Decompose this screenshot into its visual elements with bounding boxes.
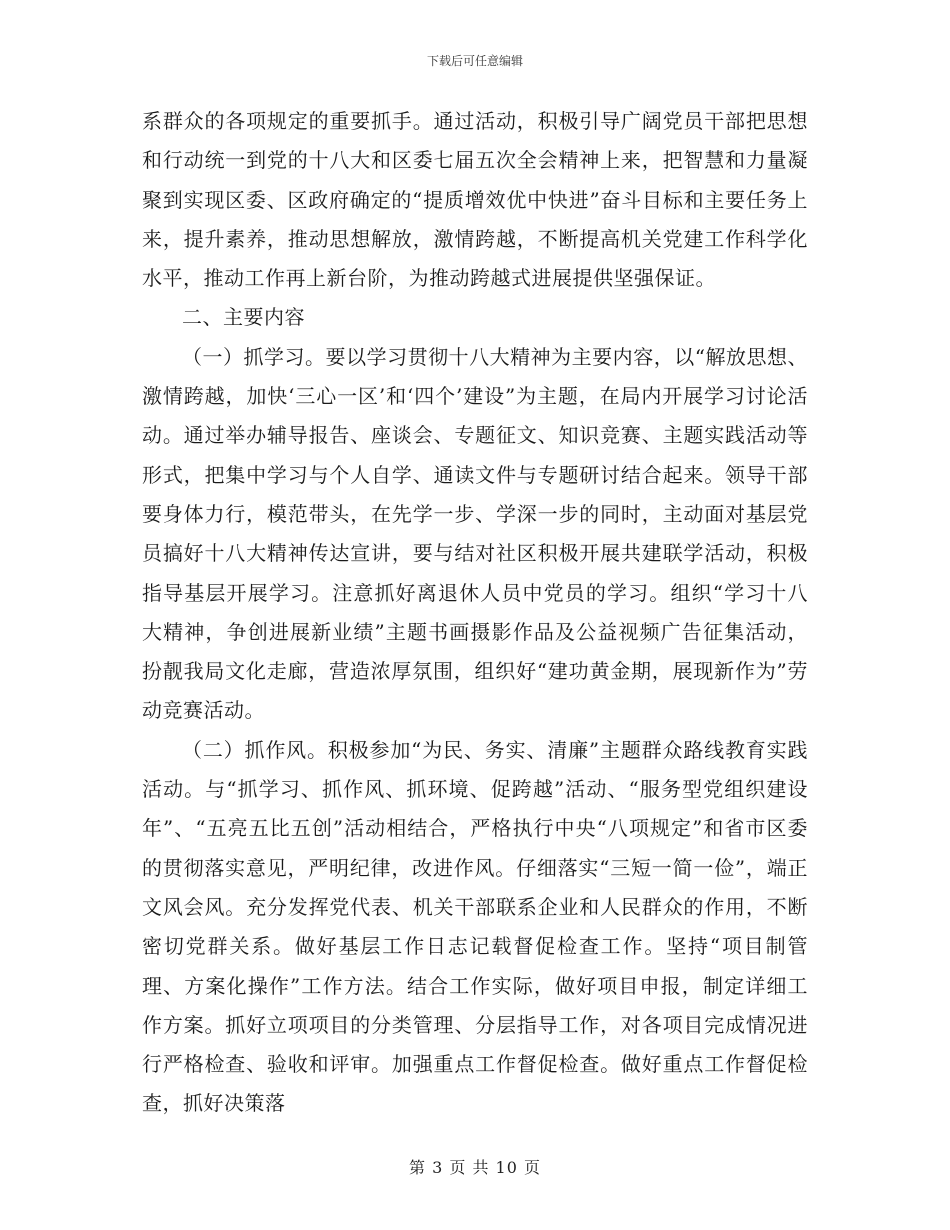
paragraph-continuation: 系群众的各项规定的重要抓手。通过活动，积极引导广阔党员干部把思想和行动统一到党的十八大和区委七届五次全会精神上来，把智慧和力量凝聚到实现区委、区政府确定的“提质增效优中快进”奋斗目标和主要任务上来，提升素养，推动思想解放，激情跨越，不断提高机关党建工作科学化水平，推动工作再上新台阶，为推动跨越式进展提供坚强保证。 — [142, 109, 808, 291]
document-body — [142, 102, 808, 1124]
page-number: 第 3 页 共 10 页 — [409, 1158, 541, 1177]
paragraph-study: （一）抓学习。要以学习贯彻十八大精神为主要内容，以“解放思想、激情跨越，加快‘三心一区’和‘四个’建设”为主题，在局内开展学习讨论活动。通过举办辅导报告、座谈会、专题征文、知识竞赛、主题实践活动等形式，把集中学习与个人自学、通读文件与专题研讨结合起来。领导干部要身体力行，模范带头，在先学一步、学深一步的同时，主动面对基层党员搞好十八大精神传达宣讲，要与结对社区积极开展共建联学活动，积极指导基层开展学习。注意抓好离退休人员中党员的学习。组织“学习十八大精神，争创进展新业绩”主题书画摄影作品及公益视频广告征集活动，扮靓我局文化走廊，营造浓厚氛围，组织好“建功黄金期，展现新作为”劳动竞赛活动。 — [142, 344, 808, 723]
section-heading: 二、主要内容 — [182, 305, 305, 330]
page-header: 下载后可任意编辑 — [426, 54, 523, 68]
paragraph-style: （二）抓作风。积极参加“为民、务实、清廉”主题群众路线教育实践活动。与“抓学习、抓作风、抓环境、促跨越”活动、“服务型党组织建设年”、“五亮五比五创”活动相结合，严格执行中央“八项规定”和省市区委的贯彻落实意见，严明纪律，改进作风。仔细落实“三短一简一俭”，端正文风会风。充分发挥党代表、机关干部联系企业和人民群众的作用，不断密切党群关系。做好基层工作日志记载督促检查工作。坚持“项目制管理、方案化操作”工作方法。结合工作实际，做好项目申报，制定详细工作方案。抓好立项项目的分类管理、分层指导工作，对各项目完成情况进行严格检查、验收和评审。加强重点工作督促检查。做好重点工作督促检查，抓好决策落 — [142, 737, 808, 1116]
